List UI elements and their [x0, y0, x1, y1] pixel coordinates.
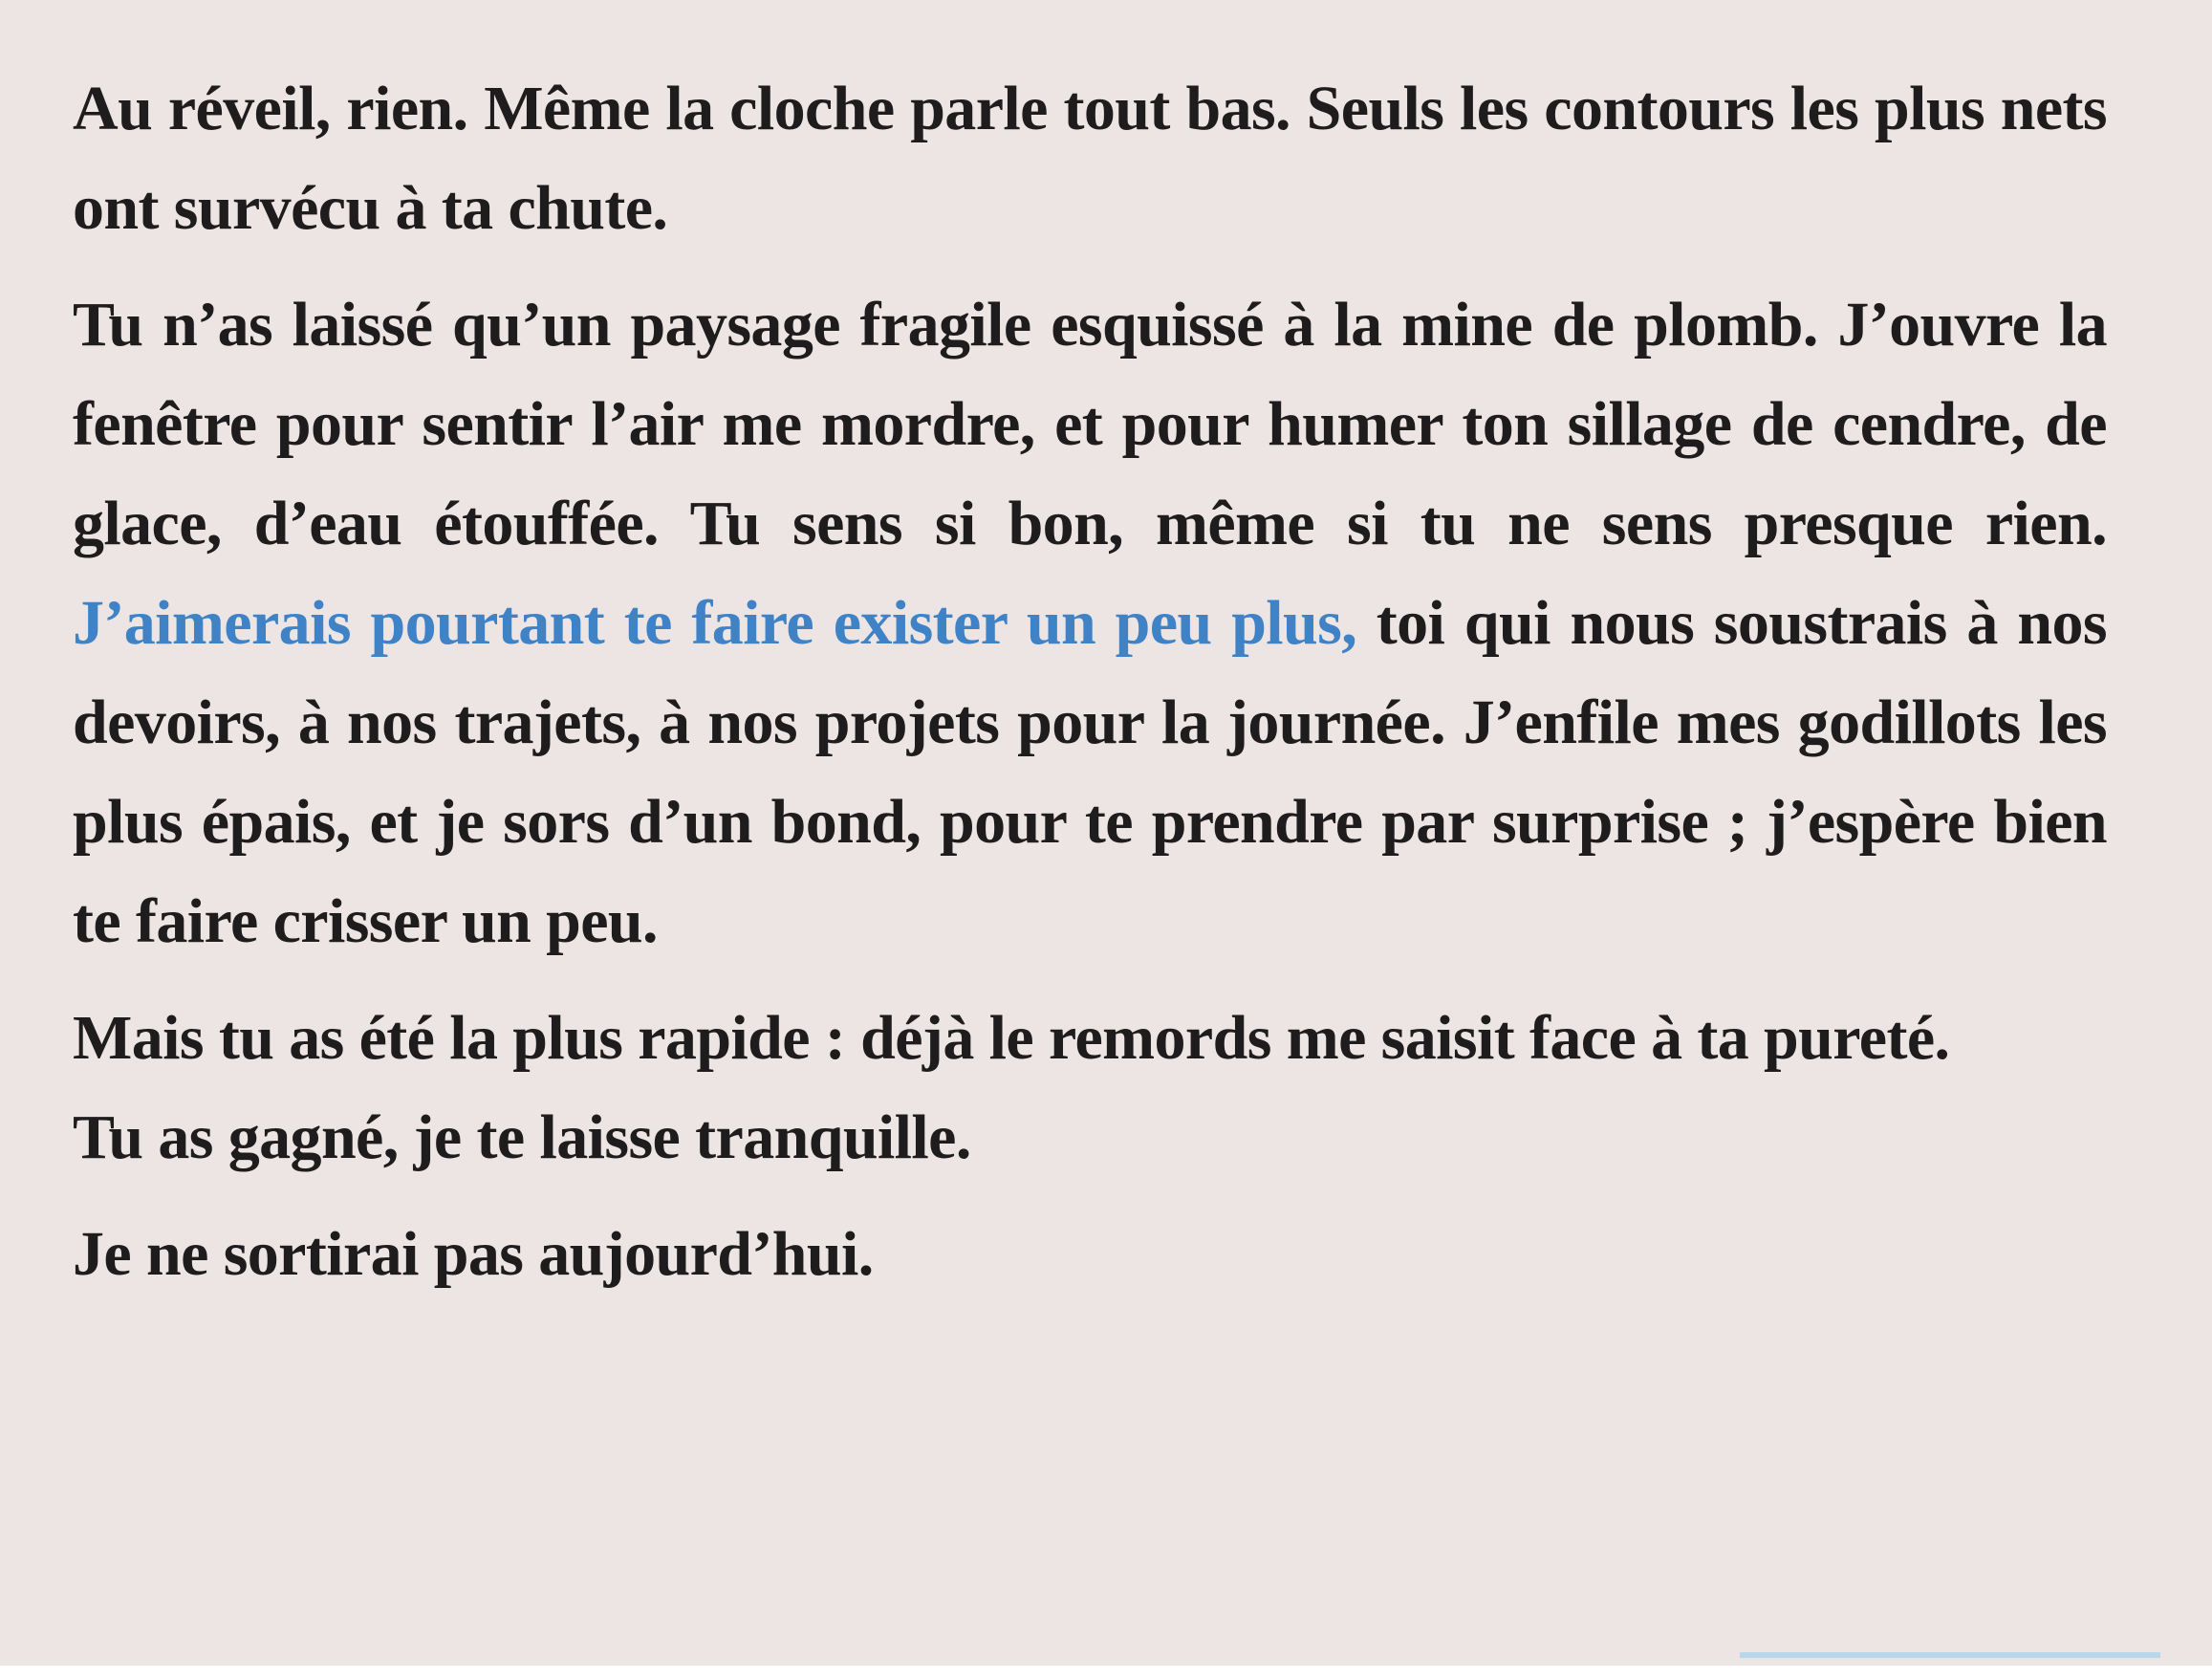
paragraph-5: Je ne sortirai pas aujourd’hui.	[73, 1219, 874, 1289]
paragraph-2-start: Tu n’as laissé qu’un paysage fragile esquissé à la mine de plomb. J’ouvre la fenêtre pour sentir l’air me mordre, et pour humer ton sillage de cendre, de glace, d’eau étouffée. Tu sens si bon, même si tu ne sens presque rien.	[73, 290, 2107, 558]
paragraph-2	[73, 275, 2107, 971]
paragraph-2-end: toi qui nous soustrais à nos devoirs, à nos trajets, à nos projets pour la journée. J’enfile mes godillots les plus épais, et je sors d’un bond, pour te prendre par surprise ; j’espère bien te faire crisser un peu.	[73, 588, 2107, 956]
paragraph-3: Mais tu as été la plus rapide : déjà le remords me saisit face à ta pureté.	[73, 1003, 1950, 1073]
paragraph-1: Au réveil, rien. Même la cloche parle tout bas. Seuls les contours les plus nets ont survécu à ta chute.	[73, 74, 2107, 243]
page-bottom-edge	[0, 1666, 2212, 1679]
bottom-accent-line	[1740, 1652, 2160, 1658]
paragraph-4: Tu as gagné, je te laisse tranquille.	[73, 1102, 971, 1172]
highlighted-phrase: J’aimerais pourtant te faire exister un peu plus,	[73, 588, 1357, 658]
